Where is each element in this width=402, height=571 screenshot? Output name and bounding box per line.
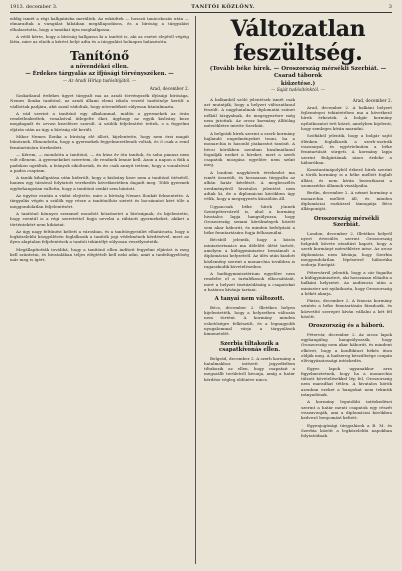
news-paragraph: A belgrádi hírek szerint a szerb kormány hajlandó engedményeket tenni, ha a monarchia is hasonló jóakaratot tanúsít. A bécsi körökben azonban bizalmatlanul fogadják ezeket a híreket, mert a szerb csapatok mozgása egyelőre nem szűnt meg. (204, 130, 296, 168)
news-paragraph: Bécsből jelentik, hogy a közös minisztertanács ma délelőtt ülést tartott, amelyen a külügyminiszter beszámolt a diplomáciai helyzetről. Az ülés után kiadott közlemény szerint a monarchia továbbra is ragaszkodik követeléseihez. (204, 237, 296, 269)
news-paragraph: Szófiából jelentik, hogy a bolgár sajtó élénken foglalkozik a szerb-osztrák viszonnyal, és egyértelműen a béke fenntartását sürgeti. A kormány lapja szerint Bulgáriának nincs érdeke a háborúban. (301, 133, 392, 165)
article-paragraph: A tanítónő könnyes szemmel mondott köszönetet a bíróságnak, és kijelentette, hogy ezentúl is a régi szeretettel fogja nevelni a rábízott gyermekeket, akiket a történtekért nem hibáztat. (10, 210, 190, 227)
article-paragraph: Az ügy nagy feltűnést keltett a városban, és a tanítóegyesület elhatározta, hogy a legközelebbi közgyűlésén foglalkozik a tanítók jogi védelmének kérdésével, mert az ilyen alaptalan feljelentések a tanítói tekintélyt súlyosan veszélyeztetik. (10, 228, 190, 245)
article-title: Tanítónő (69, 49, 130, 64)
news-paragraph: Arad, december 2. A balkáni helyzet fejleményei tekintetében ma a következő hírek érkeztek. A bolgár kormány nyilatkozatot tett közzé, amelyben kijelenti, hogy semleges kíván maradni. (301, 104, 392, 132)
page-columns (10, 16, 392, 564)
article-paragraph: Az ügyész ezután a vádat elejtette, mire a bíróság Nemes Ilonkát felmentette. A tárgyalás végén a szülők egy része a tanítónőhöz sietett és bocsánatot kért tőle a meggondolatlan feljelentésért. (10, 193, 190, 209)
news-paragraph: A kormány legutóbbi intézkedései szerint a határ menti csapatok egy részét visszavonják, ami a diplomáciai körökben kedvező benyomást keltett. (301, 399, 392, 421)
news-paragraph: A londoni nagyköveti értekezlet ma ismét összeült, és hosszasan tárgyalta az albán határ kérdését. A megbeszélés eredményéről hivatalos jelentést nem adtak ki, de a diplomáciai körökben úgy vélik, hogy a megegyezés küszöbön áll. (204, 169, 296, 202)
news-subheading: A tanyai nem változott. (214, 296, 285, 303)
news-paragraph: Konstantinápolyból érkező hírek szerint a török kormány is a béke mellett foglalt állást, és nem kíván beavatkozni a szomszédos államok viszályaiba. (301, 167, 392, 189)
left-intro-paragraph: eddig ismét a régi hallgatásba merültek. Az esküdtek — hosszú tanácskozás után — elmaradtak a vizsgálat hibáiban megállapodásra, és a bíróság a tárgyalást elhalasztotta, hogy a tanúkat újra meghallgassa. (10, 16, 190, 32)
main-subhead: (Tovább béke hírek. — Oroszország mérsékli Szerbiát. — Csarad táborok (209, 66, 387, 79)
right-column (204, 16, 392, 564)
news-paragraph: Egyes lapok ugyanakkor arra figyelmeztetnek, hogy ha a monarchia túlzott követelésekkel lép fel, Oroszország nem maradhat tétlen. A hivatalos körök azonban ezeket a hangokat nem tekintik irányadónak. (301, 365, 392, 398)
news-subheading: Oroszország mérsékli Szerbiát. (313, 215, 380, 229)
news-paragraph: A balkanból szóló jelentések ismét csak azt mutatják, hogy a helyzet változatlanul feszült. A nagyhatalmak diplomatái szünet nélkül tárgyalnak, de megegyezésre még nem jutottak. Az orosz kormány állítólag mérsékletre intette Szerbiát. (204, 96, 296, 129)
article-paragraph: Mikor Nemes Ilonka a bíróság elé állott, kijelentette, hogy nem érzi magát bűnösnek. Elmondotta, hogy a gyermekek fegyelmezetlenek voltak, és ő csak a rend fenntartására törekedett. (10, 134, 190, 150)
issue-date: 1913. december 3. (10, 4, 58, 10)
article-paragraph: — Kérem, — mondotta a tanítónő, — én húsz év óta tanítok, és soha panasz nem volt ellenem. A gyermekeket szeretem, de rendnek lennie kell. Azon a napon a fiúk a padokon ugráltak, a leányok sikoltoztak, és én csak annyit tettem, hogy a vonalzóval a padra csaptam. (10, 151, 190, 173)
news-subheading: Szerbia tiltakozik a csapatkivonás ellen. (218, 340, 281, 354)
news-paragraph: Egyenjogúsági tárgyalások a B. M. és Szerbia között a legközelebbi napokban folytatódnak. (301, 422, 392, 439)
paper-name: TANÍTÓI KÖZLÖNY. (191, 4, 255, 10)
news-paragraph: Pétervárról jelentik, hogy a cár fogadta a külügyminisztert, aki hosszasan előadta a balkáni helyzetet. Az audiencia után a miniszter azt nyilatkozta, hogy Oroszország a békét akarja. (301, 269, 392, 296)
right-subcolumns (204, 97, 392, 441)
news-paragraph: Berlin, december 2. A német kormány a monarchia mellett áll, és minden diplomáciai eszközzel támogatja Bécs álláspontját. (301, 190, 392, 212)
news-subheading: Oroszország és a háború. (308, 323, 385, 330)
page-number: 3 (388, 4, 392, 10)
article-subtitle-2: — Érdekes tárgyalás az ifjúsági törvényszéken. — (25, 70, 174, 77)
article-dateline: Arad, december 2. (149, 85, 190, 91)
left-intro-paragraph: A védő kérte, hogy a bíróság hallgassa ki a tanítót is, aki az esetet elejétől végéig látta, mire az elnök a kérést helyt adta és a tárgyalást holnapra halasztotta. (10, 33, 190, 45)
news-dateline: Arad, december 2. (352, 97, 392, 103)
news-paragraph: London, december 2. Illetékes helyről nyert értesülés szerint Oroszország belgrádi követe utasítást kapott, hogy a szerb kormányt mérsékletre intse. Az orosz diplomácia nem kívánja, hogy Szerbia meggondolatlan lépéseivel háborúba sodorja Európát. (301, 230, 392, 268)
main-byline: — Saját tudósítónktól. — (271, 88, 325, 94)
masthead (10, 4, 392, 13)
main-headline: Változatlan feszültség. (230, 16, 366, 66)
main-subhead-2: kiűzetése.) (280, 80, 316, 87)
article-paragraph: A tanúk kihallgatása után kiderült, hogy a kisleány keze nem a tanítónő ütésétől, hanem egy társával folytatott verekedés következtében dagadt meg. Több gyermek egybehangzóan vallotta, hogy a tanítónő senkit sem bántott. (10, 175, 190, 191)
news-paragraph: Ugyancsak béke hírek jönnek Szentpétervárról is, ahol a kormány hivatalos lapja hangsúlyozza, hogy Oroszország semmi körülmények között sem akar háborút, és minden befolyását a béke fenntartására fogja felhasználni. (204, 203, 296, 236)
news-paragraph: Párizs, december 2. A francia kormány szintén a béke fenntartásán fáradozik, és közvetítő szerepet kíván vállalni a két fél között. (301, 298, 392, 319)
news-paragraph: Belgrád, december 2. A szerb kormány a hatalmakhoz intézett jegyzékében tiltakozik az ellen, hogy csapatait a megszállt területről kivonja, amíg a határ kérdése végleg eldöntve nincs. (204, 355, 296, 382)
news-paragraph: Pétervár, december 2. Az orosz lapok egyhangúlag hangsúlyozzák, hogy Oroszország nem akar háborút, és mindent elkövet, hogy a konfliktust békés úton oldják meg. A hadsereg készültsége csupán elővigyázatossági intézkedés. (301, 331, 392, 364)
article-subtitle: a növendékei ellen. (70, 64, 129, 71)
news-paragraph: A hadügyminisztérium egyelőre nem rendelte el a tartalékosok elbocsátását, mert a helyzet tisztázódásáig a csapatokat a határon kívánja tartani. (204, 271, 296, 292)
right-subcolumn-a (204, 97, 295, 441)
news-paragraph: Bécs, december 2. Illetékes helyen kijelentették, hogy a helyzetben változás nem történt. A kormány minden eshetőségre felkészült, és a legnagyobb nyugalommal várja a tárgyalások kimenetelét. (204, 304, 296, 337)
article-paragraph: Megállapították továbbá, hogy a tanítónő ellen indított fegyelmi eljárást is meg kell szüntetni, és hivatalában teljes elégtételt kell neki adni, amit a tanfelügyelőség már meg is ígért. (10, 246, 190, 263)
article-byline: — Az Aradi Hírlap tudósítójától. — (62, 78, 137, 84)
article-paragraph: Szokatlanul érdekes ügyet tárgyalt ma az aradi törvényszék ifjúsági bírósága. Nemes Ilonka tanítónő, az aradi állami elemi iskola vezető tanítónője került a vádlottak padjára, akit azzal vádoltak, hogy növendékeit súlyosan bántalmazta. (10, 92, 190, 109)
right-subcolumn-b (301, 97, 392, 441)
left-column (10, 16, 196, 564)
article-paragraph: A vád szerint a tanítónő egy alkalommal, midőn a gyermekek az órán rendetlenkedtek, vonalzóval ütlegelte őket, úgyhogy az egyik kisleány keze megdagadt és orvosi kezelésre szorult. A szülők feljelentést tettek, s a fegyelmi eljárás után az ügy a bíróság elé került. (10, 110, 190, 132)
